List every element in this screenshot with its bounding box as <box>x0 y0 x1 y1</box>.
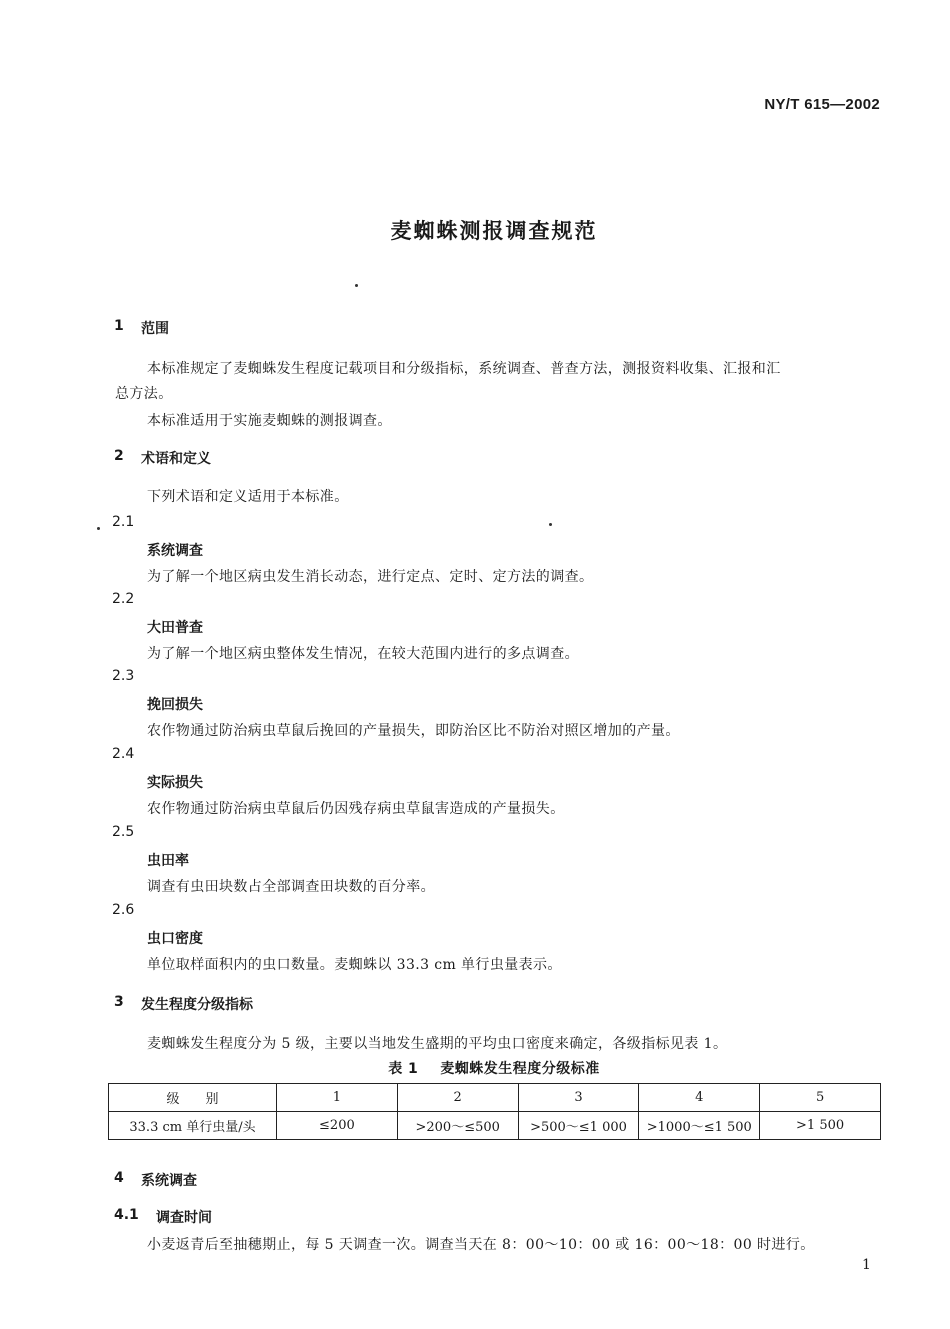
table-level-cell: 2 <box>397 1084 518 1112</box>
table-level-cell: 1 <box>277 1084 398 1112</box>
scan-speck <box>549 523 552 526</box>
table-caption-title: 麦蜘蛛发生程度分级标准 <box>440 1061 600 1077</box>
term-definition: 农作物通过防治病虫草鼠后挽回的产量损失，即防治区比不防治对照区增加的产量。 <box>147 723 680 739</box>
section-1-number: 1 <box>114 318 124 334</box>
table-value-cell: ≤200 <box>277 1112 398 1140</box>
table-value-cell: >1000～≤1 500 <box>639 1112 760 1140</box>
term-name: 虫口密度 <box>147 931 203 947</box>
term-definition: 调查有虫田块数占全部调查田块数的百分率。 <box>147 879 435 895</box>
section-2-intro: 下列术语和定义适用于本标准。 <box>147 489 349 505</box>
term-number: 2.5 <box>112 824 135 840</box>
term-name: 虫田率 <box>147 853 189 869</box>
table-row <box>109 1084 881 1112</box>
grade-table <box>108 1083 881 1140</box>
term-name: 系统调查 <box>147 543 203 559</box>
table-level-cell: 4 <box>639 1084 760 1112</box>
term-number: 2.6 <box>112 902 135 918</box>
term-name: 实际损失 <box>147 775 203 791</box>
document-title: 麦蜘蛛测报调查规范 <box>390 219 598 243</box>
term-definition: 单位取样面积内的虫口数量。麦蜘蛛以 33.3 cm 单行虫量表示。 <box>147 957 562 973</box>
table-caption <box>0 1058 950 1078</box>
table-value-cell: >200～≤500 <box>397 1112 518 1140</box>
term-name: 挽回损失 <box>147 697 203 713</box>
section-3-para: 麦蜘蛛发生程度分为 5 级，主要以当地发生盛期的平均虫口密度来确定，各级指标见表 1。 <box>147 1036 728 1052</box>
section-1-para1-line1: 本标准规定了麦蜘蛛发生程度记载项目和分级指标，系统调查、普查方法，测报资料收集、汇报和汇 <box>147 361 781 377</box>
section-4-1-number: 4.1 <box>114 1207 139 1223</box>
term-definition: 为了解一个地区病虫整体发生情况，在较大范围内进行的多点调查。 <box>147 646 579 662</box>
section-1-para2: 本标准适用于实施麦蜘蛛的测报调查。 <box>147 413 392 429</box>
section-4-1-para: 小麦返青后至抽穗期止，每 5 天调查一次。调查当天在 8：00～10：00 或 16：00～18：00 时进行。 <box>147 1237 815 1253</box>
scan-speck <box>97 527 100 530</box>
section-2-number: 2 <box>114 448 124 464</box>
section-3-number: 3 <box>114 994 124 1010</box>
section-4-title: 系统调查 <box>141 1173 197 1189</box>
table-row <box>109 1112 881 1140</box>
section-1-title: 范围 <box>141 321 169 337</box>
term-number: 2.3 <box>112 668 135 684</box>
page-number: 1 <box>862 1257 871 1273</box>
scan-speck <box>355 284 358 287</box>
table-caption-label: 表 1 <box>388 1061 419 1077</box>
term-number: 2.1 <box>112 514 135 530</box>
table-value-cell: >500～≤1 000 <box>518 1112 639 1140</box>
section-3-title: 发生程度分级指标 <box>141 997 253 1013</box>
section-2-title: 术语和定义 <box>141 451 211 467</box>
table-level-cell: 3 <box>518 1084 639 1112</box>
term-number: 2.2 <box>112 591 135 607</box>
section-4-number: 4 <box>114 1170 124 1186</box>
table-value-cell: >1 500 <box>760 1112 881 1140</box>
term-name: 大田普查 <box>147 620 203 636</box>
section-4-1-title: 调查时间 <box>156 1210 212 1226</box>
term-definition: 农作物通过防治病虫草鼠后仍因残存病虫草鼠害造成的产量损失。 <box>147 801 565 817</box>
term-definition: 为了解一个地区病虫发生消长动态，进行定点、定时、定方法的调查。 <box>147 569 594 585</box>
table-level-cell: 5 <box>760 1084 881 1112</box>
term-number: 2.4 <box>112 746 135 762</box>
standard-code: NY/T 615—2002 <box>764 96 880 113</box>
table-row-label: 33.3 cm 单行虫量/头 <box>109 1112 277 1140</box>
section-1-para1-line2: 总方法。 <box>115 386 173 402</box>
table-header-label: 级 别 <box>109 1084 277 1112</box>
